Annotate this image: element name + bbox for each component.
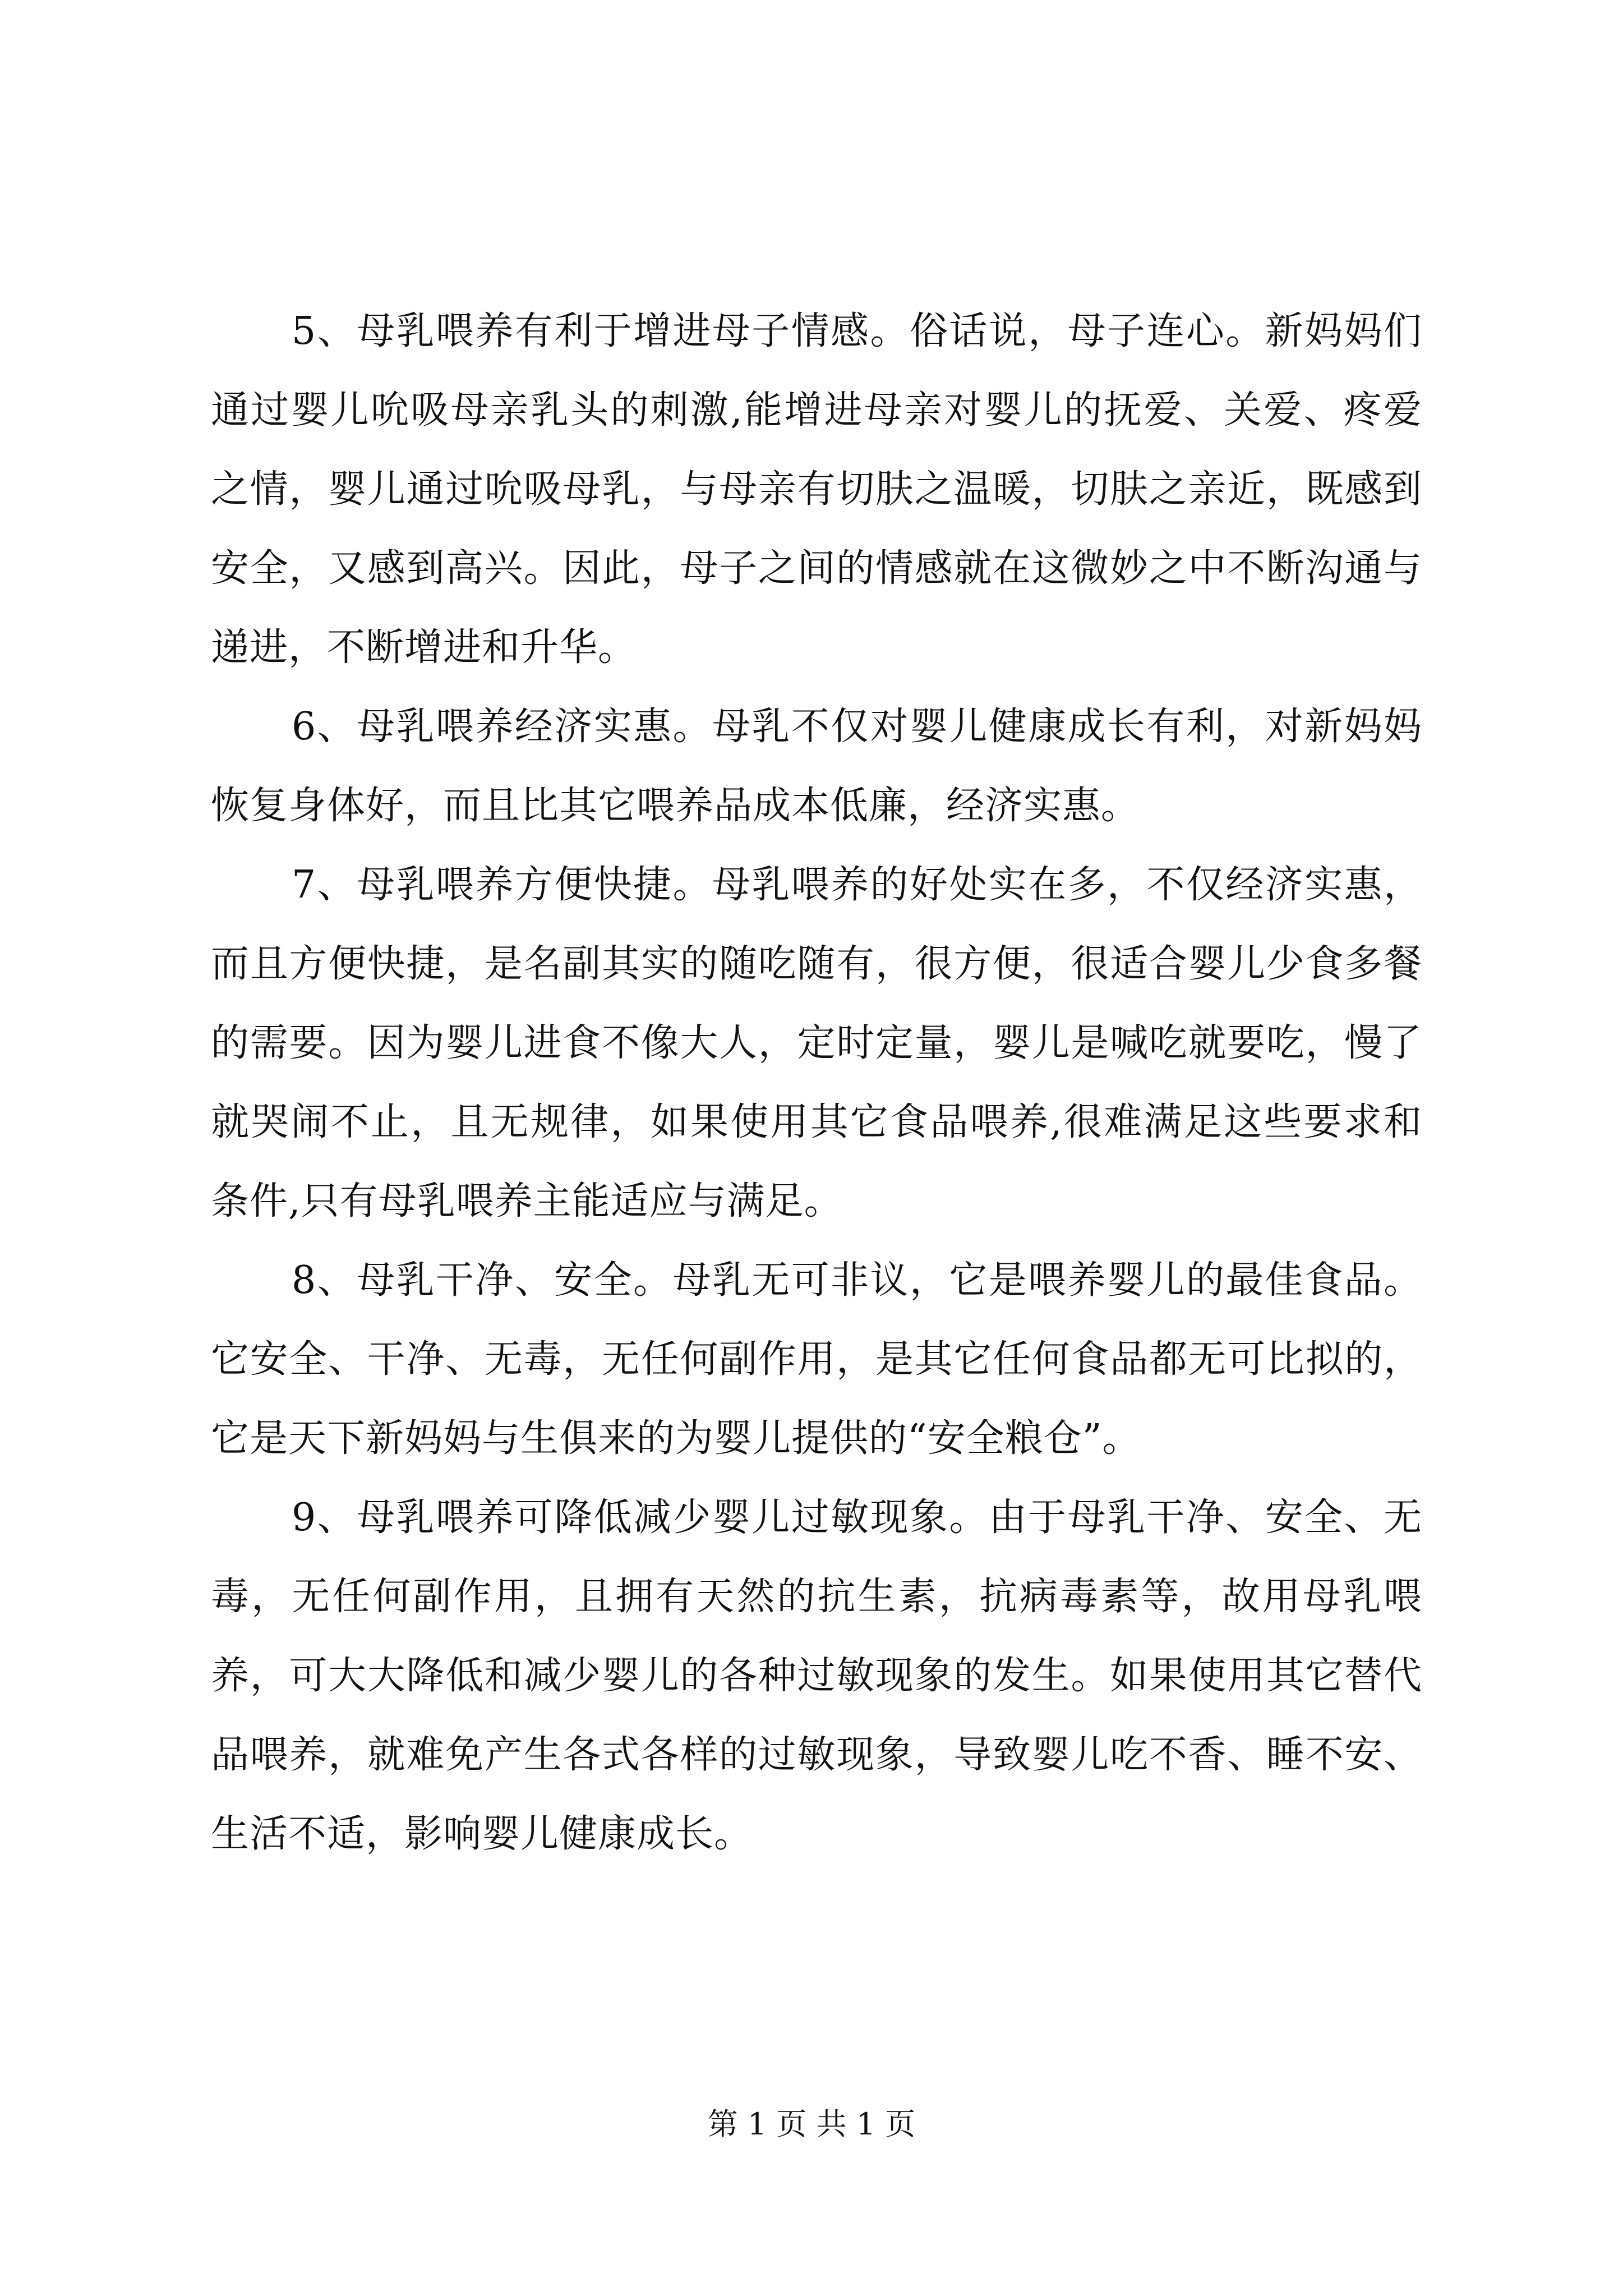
paragraph-6: 6、母乳喂养经济实惠。母乳不仅对婴儿健康成长有利，对新妈妈恢复身体好，而且比其它喂养品成本低廉，经济实惠。 bbox=[211, 705, 1422, 828]
paragraph-9: 9、母乳喂养可降低减少婴儿过敏现象。由于母乳干净、安全、无毒，无任何副作用，且拥有天然的抗生素，抗病毒素等，故用母乳喂养，可大大降低和减少婴儿的各种过敏现象的发生。如果使用其它替代品喂养，就难免产生各式各样的过敏现象，导致婴儿吃不香、睡不安、生活不适，影响婴儿健康成长。 bbox=[211, 1496, 1422, 1856]
document-body bbox=[211, 292, 1422, 1874]
page-footer: 第 1 页 共 1 页 bbox=[707, 2106, 916, 2142]
paragraph-5: 5、母乳喂养有利于增进母子情感。俗话说，母子连心。新妈妈们通过婴儿吮吸母亲乳头的刺激,能增进母亲对婴儿的抚爱、关爱、疼爱之情，婴儿通过吮吸母乳，与母亲有切肤之温暖，切肤之亲近，既感到安全，又感到高兴。因此，母子之间的情感就在这微妙之中不断沟通与递进，不断增进和升华。 bbox=[211, 309, 1422, 670]
paragraph-7: 7、母乳喂养方便快捷。母乳喂养的好处实在多，不仅经济实惠，而且方便快捷，是名副其实的随吃随有，很方便，很适合婴儿少食多餐的需要。因为婴儿进食不像大人，定时定量，婴儿是喊吃就要吃，慢了就哭闹不止，且无规律，如果使用其它食品喂养,很难满足这些要求和条件,只有母乳喂养主能适应与满足。 bbox=[211, 863, 1422, 1223]
paragraph-8: 8、母乳干净、安全。母乳无可非议，它是喂养婴儿的最佳食品。它安全、干净、无毒，无任何副作用，是其它任何食品都无可比拟的，它是天下新妈妈与生俱来的为婴儿提供的“安全粮仓”。 bbox=[211, 1258, 1422, 1461]
